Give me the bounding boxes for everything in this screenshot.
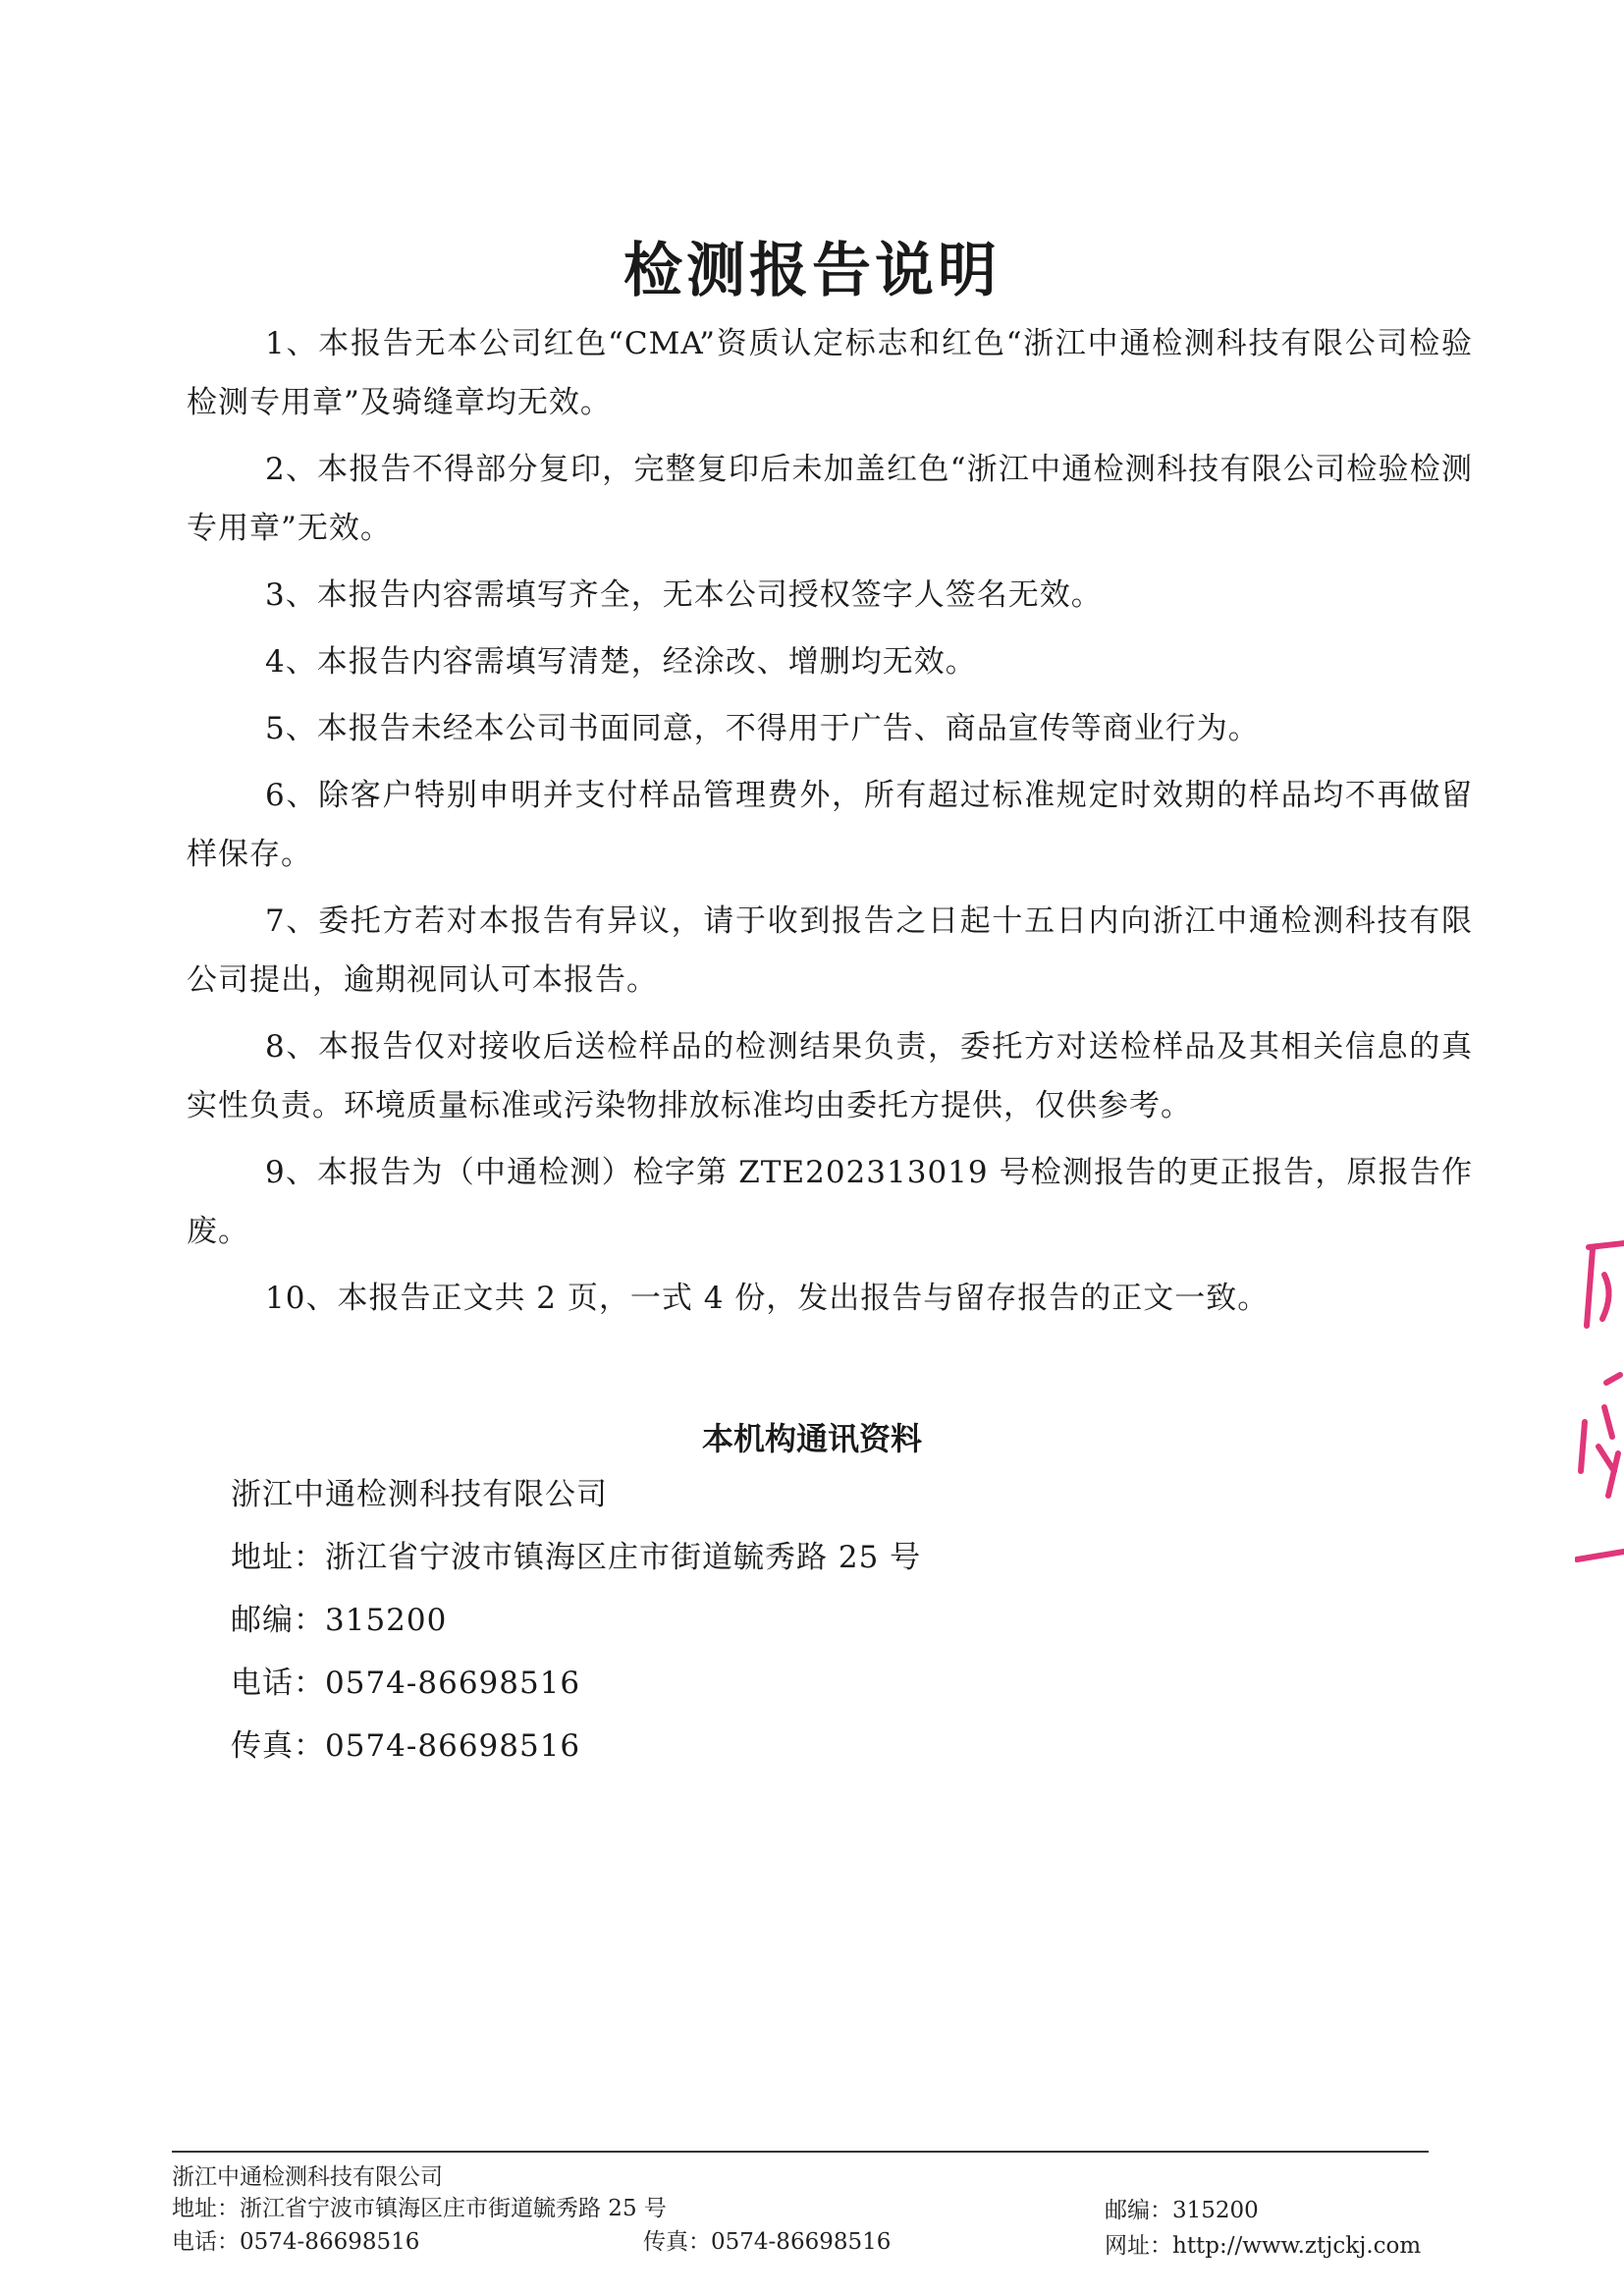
seam-stamp-icon — [1575, 1235, 1624, 1564]
footer-company: 浙江中通检测科技有限公司 — [172, 2164, 443, 2190]
notice-item-10: 10、本报告正文共 2 页，一式 4 份，发出报告与留存报告的正文一致。 — [265, 1281, 1270, 1316]
notice-item-7: 7、委托方若对本报告有异议，请于收到报告之日起十五日内向浙江中通检测科技有限公司提出，逾期视同认可本报告。 — [187, 903, 1473, 998]
contact-phone: 电话：0574-86698516 — [231, 1666, 581, 1701]
contact-heading: 本机构通讯资料 — [701, 1420, 922, 1457]
contact-company: 浙江中通检测科技有限公司 — [231, 1477, 608, 1512]
notice-item-8: 8、本报告仅对接收后送检样品的检测结果负责，委托方对送检样品及其相关信息的真实性负责。环境质量标准或污染物排放标准均由委托方提供，仅供参考。 — [187, 1029, 1473, 1123]
notice-item-9: 9、本报告为（中通检测）检字第 ZTE202313019 号检测报告的更正报告，原报告作废。 — [187, 1155, 1473, 1249]
footer-divider — [172, 2151, 1429, 2153]
footer-website: 网址：http://www.ztjckj.com — [1105, 2233, 1422, 2259]
notice-item-5: 5、本报告未经本公司书面同意，不得用于广告、商品宣传等商业行为。 — [265, 711, 1260, 746]
notice-list — [187, 314, 1473, 1336]
footer-phone: 电话：0574-86698516 — [172, 2229, 420, 2255]
notice-item-3: 3、本报告内容需填写齐全，无本公司授权签字人签名无效。 — [265, 577, 1103, 613]
contact-postcode: 邮编：315200 — [231, 1603, 448, 1638]
notice-item-2: 2、本报告不得部分复印，完整复印后未加盖红色“浙江中通检测科技有限公司检验检测专用章”无效。 — [187, 452, 1473, 546]
contact-info — [231, 1463, 921, 1777]
footer-fax: 传真：0574-86698516 — [643, 2229, 892, 2255]
page-title: 检测报告说明 — [623, 237, 1001, 305]
footer-address: 地址：浙江省宁波市镇海区庄市街道毓秀路 25 号 — [172, 2196, 667, 2221]
contact-fax: 传真：0574-86698516 — [231, 1728, 581, 1764]
notice-item-6: 6、除客户特别申明并支付样品管理费外，所有超过标准规定时效期的样品均不再做留样保存。 — [187, 778, 1473, 872]
notice-item-4: 4、本报告内容需填写清楚，经涂改、增删均无效。 — [265, 644, 977, 680]
contact-address: 地址：浙江省宁波市镇海区庄市街道毓秀路 25 号 — [231, 1540, 922, 1575]
footer-postcode: 邮编：315200 — [1105, 2198, 1259, 2223]
notice-item-1: 1、本报告无本公司红色“CMA”资质认定标志和红色“浙江中通检测科技有限公司检验检测专用章”及骑缝章均无效。 — [187, 326, 1473, 420]
